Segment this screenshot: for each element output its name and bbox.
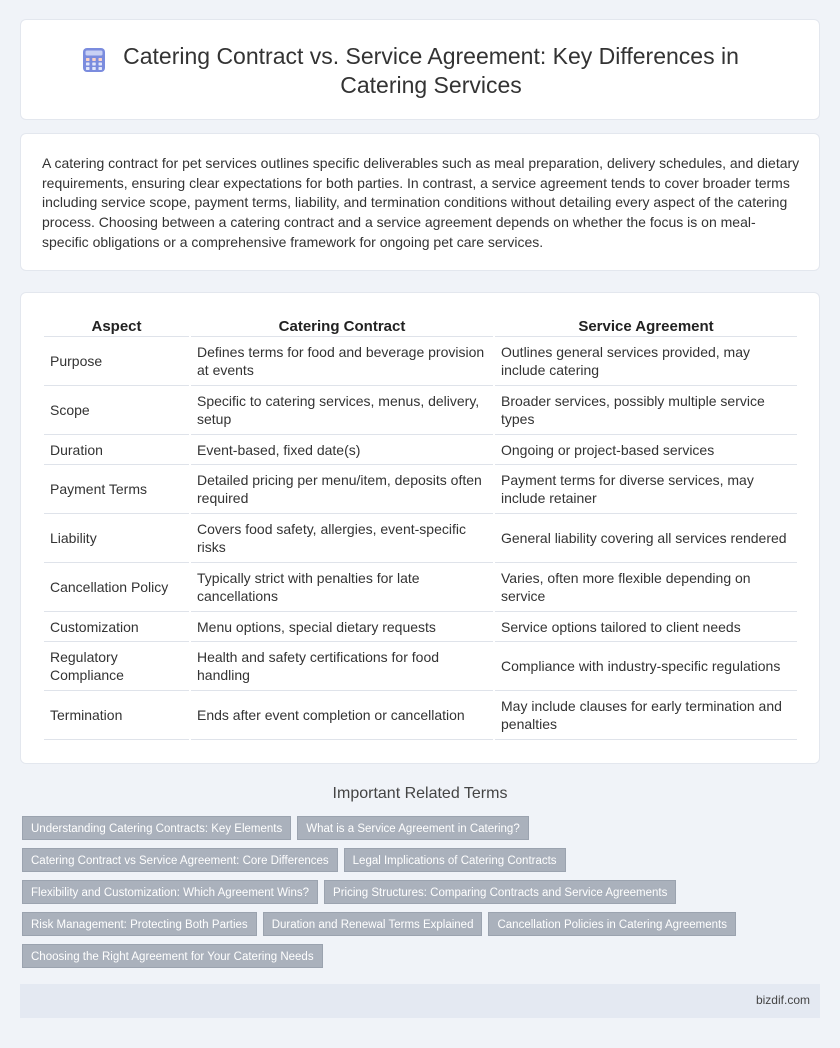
cell-catering: Menu options, special dietary requests: [191, 612, 493, 642]
related-term-link[interactable]: Risk Management: Protecting Both Parties: [22, 912, 257, 936]
intro-paragraph: A catering contract for pet services outlines specific deliverables such as meal preparation, delivery schedules, and dietary requirements, ensuring clear expectations for both parties. In contrast, a service agreement tends to cover broader terms including service scope, payment terms, liability, and termination conditions without detailing every aspect of the catering process. Choosing between a catering contract and a service agreement depends on whether the focus is on meal-specific obligations or a comprehensive framework for ongoing pet care services.: [42, 155, 800, 250]
title-wrap: [21, 20, 821, 121]
cell-aspect: Purpose: [44, 337, 189, 386]
footer-site-name: bizdif.com: [755, 993, 810, 1007]
cell-catering: Detailed pricing per menu/item, deposits often required: [191, 465, 493, 514]
cell-aspect: Cancellation Policy: [44, 563, 189, 612]
cell-service: Compliance with industry-specific regulations: [495, 642, 797, 691]
intro-card: [20, 133, 820, 271]
cell-aspect: Customization: [44, 612, 189, 642]
cell-catering: Ends after event completion or cancellation: [191, 691, 493, 740]
cell-service: General liability covering all services rendered: [495, 514, 797, 563]
table-row: [44, 514, 797, 563]
related-terms-heading: Important Related Terms: [332, 785, 508, 802]
cell-aspect: Duration: [44, 435, 189, 465]
cell-catering: Defines terms for food and beverage provision at events: [191, 337, 493, 386]
table-row: [44, 386, 797, 435]
related-term-link[interactable]: Duration and Renewal Terms Explained: [263, 912, 483, 936]
cell-aspect: Scope: [44, 386, 189, 435]
cell-catering: Specific to catering services, menus, delivery, setup: [191, 386, 493, 435]
header-card: [20, 19, 820, 120]
cell-service: Varies, often more flexible depending on service: [495, 563, 797, 612]
page-title: Catering Contract vs. Service Agreement: Key Differences in Catering Services: [123, 42, 739, 98]
cell-aspect: Payment Terms: [44, 465, 189, 514]
cell-aspect: Liability: [44, 514, 189, 563]
calculator-icon: [81, 47, 107, 73]
table-row: [44, 642, 797, 691]
cell-service: Outlines general services provided, may include catering: [495, 337, 797, 386]
comparison-table: [42, 315, 799, 740]
cell-service: Broader services, possibly multiple service types: [495, 386, 797, 435]
cell-catering: Event-based, fixed date(s): [191, 435, 493, 465]
cell-catering: Typically strict with penalties for late cancellations: [191, 563, 493, 612]
related-term-link[interactable]: Legal Implications of Catering Contracts: [344, 848, 566, 872]
related-term-link[interactable]: Catering Contract vs Service Agreement: Core Differences: [22, 848, 338, 872]
cell-service: Payment terms for diverse services, may include retainer: [495, 465, 797, 514]
related-term-link[interactable]: Choosing the Right Agreement for Your Catering Needs: [22, 944, 323, 968]
table-row: [44, 465, 797, 514]
related-term-link[interactable]: Cancellation Policies in Catering Agreements: [488, 912, 735, 936]
header-service-agreement: Service Agreement: [495, 315, 797, 337]
related-term-link[interactable]: Pricing Structures: Comparing Contracts and Service Agreements: [324, 880, 676, 904]
header-aspect: Aspect: [44, 315, 189, 337]
cell-catering: Health and safety certifications for food handling: [191, 642, 493, 691]
cell-aspect: Termination: [44, 691, 189, 740]
related-term-link[interactable]: What is a Service Agreement in Catering?: [297, 816, 529, 840]
related-term-link[interactable]: Understanding Catering Contracts: Key Elements: [22, 816, 291, 840]
cell-catering: Covers food safety, allergies, event-specific risks: [191, 514, 493, 563]
cell-service: Service options tailored to client needs: [495, 612, 797, 642]
table-row: [44, 563, 797, 612]
table-row: [44, 337, 797, 386]
footer: [20, 984, 820, 1018]
related-terms-list: [22, 816, 812, 968]
table-row: [44, 691, 797, 740]
table-header-row: [44, 315, 797, 337]
cell-service: May include clauses for early termination and penalties: [495, 691, 797, 740]
table-row: [44, 612, 797, 642]
cell-service: Ongoing or project-based services: [495, 435, 797, 465]
header-catering-contract: Catering Contract: [191, 315, 493, 337]
cell-aspect: Regulatory Compliance: [44, 642, 189, 691]
comparison-table-card: [20, 292, 820, 764]
table-row: [44, 435, 797, 465]
related-term-link[interactable]: Flexibility and Customization: Which Agreement Wins?: [22, 880, 318, 904]
